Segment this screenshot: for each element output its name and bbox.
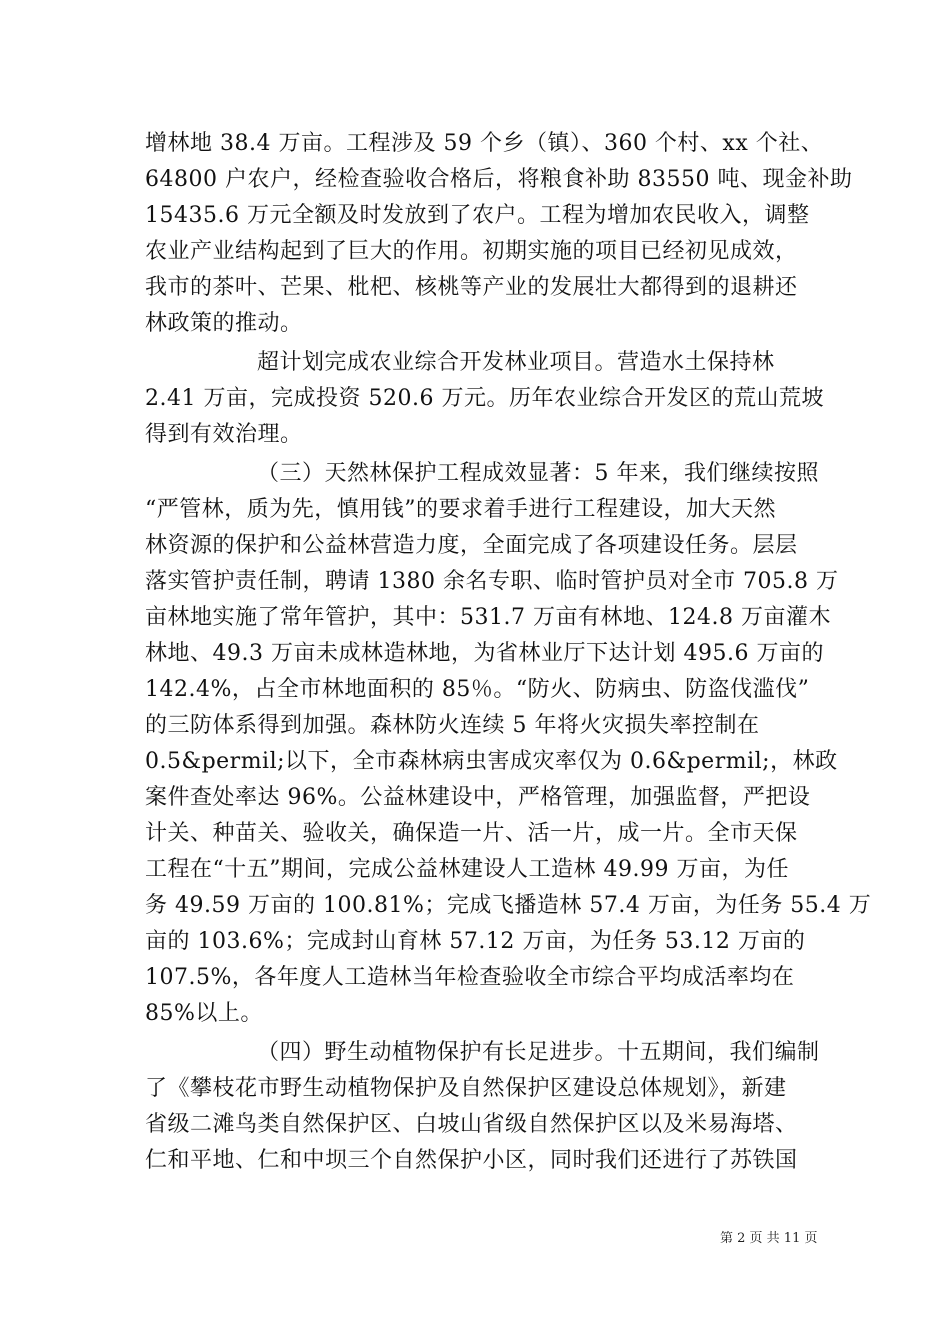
text-line: 案件查处率达 96%。公益林建设中，严格管理，加强监督，严把设 <box>145 785 811 810</box>
text-line: 得到有效治理。 <box>145 422 303 447</box>
text-line: 增林地 38.4 万亩。工程涉及 59 个乡（镇）、360 个村、xx 个社、 <box>145 131 824 156</box>
text-line: “严管林，质为先，慎用钱”的要求着手进行工程建设，加大天然 <box>145 497 776 522</box>
text-line: 我市的茶叶、芒果、枇杷、核桃等产业的发展壮大都得到的退耕还 <box>145 275 798 300</box>
text-line: 107.5%，各年度人工造林当年检查验收全市综合平均成活率均在 <box>145 965 795 990</box>
text-line: 工程在“十五”期间，完成公益林建设人工造林 49.99 万亩，为任 <box>145 857 789 882</box>
text-line: 林地、49.3 万亩未成林造林地，为省林业厅下达计划 495.6 万亩的 <box>145 641 824 666</box>
text-line: 2.41 万亩，完成投资 520.6 万元。历年农业综合开发区的荒山荒坡 <box>145 386 824 411</box>
text-line: 亩林地实施了常年管护，其中：531.7 万亩有林地、124.8 万亩灌木 <box>145 605 831 630</box>
text-line: 0.5&permil;以下，全市森林病虫害成灾率仅为 0.6&permil;，林政 <box>145 749 838 774</box>
text-line: 计关、种苗关、验收关，确保造一片、活一片，成一片。全市天保 <box>145 821 798 846</box>
text-line: 省级二滩鸟类自然保护区、白坡山省级自然保护区以及米易海塔、 <box>145 1112 798 1137</box>
text-line: 落实管护责任制，聘请 1380 余名专职、临时管护员对全市 705.8 万 <box>145 569 839 594</box>
text-line: 15435.6 万元全额及时发放到了农户。工程为增加农民收入，调整 <box>145 203 810 228</box>
text-line: 农业产业结构起到了巨大的作用。初期实施的项目已经初见成效， <box>145 239 798 264</box>
text-line: 亩的 103.6%；完成封山育林 57.12 万亩，为任务 53.12 万亩的 <box>145 929 806 954</box>
text-line: 仁和平地、仁和中坝三个自然保护小区，同时我们还进行了苏铁国 <box>145 1148 798 1173</box>
text-line: 林政策的推动。 <box>145 311 303 336</box>
text-line: 85%以上。 <box>145 1001 263 1026</box>
paragraph-start-line: （三）天然林保护工程成效显著：5 年来，我们继续按照 <box>257 461 819 486</box>
text-line: 务 49.59 万亩的 100.81%；完成飞播造林 57.4 万亩，为任务 55.4 万 <box>145 893 872 918</box>
page-number-footer: 第 2 页 共 11 页 <box>720 1231 818 1246</box>
paragraph-start-line: （四）野生动植物保护有长足进步。十五期间，我们编制 <box>257 1040 820 1065</box>
text-line: 142.4%，占全市林地面积的 85％。“防火、防病虫、防盗伐滥伐” <box>145 677 810 702</box>
text-line: 了《攀枝花市野生动植物保护及自然保护区建设总体规划》，新建 <box>145 1076 787 1101</box>
text-line: 64800 户农户，经检查验收合格后，将粮食补助 83550 吨、现金补助 <box>145 167 853 192</box>
text-line: 林资源的保护和公益林营造力度，全面完成了各项建设任务。层层 <box>145 533 798 558</box>
paragraph-start-line: 超计划完成农业综合开发林业项目。营造水土保持林 <box>257 350 775 375</box>
text-line: 的三防体系得到加强。森林防火连续 5 年将火灾损失率控制在 <box>145 713 760 738</box>
